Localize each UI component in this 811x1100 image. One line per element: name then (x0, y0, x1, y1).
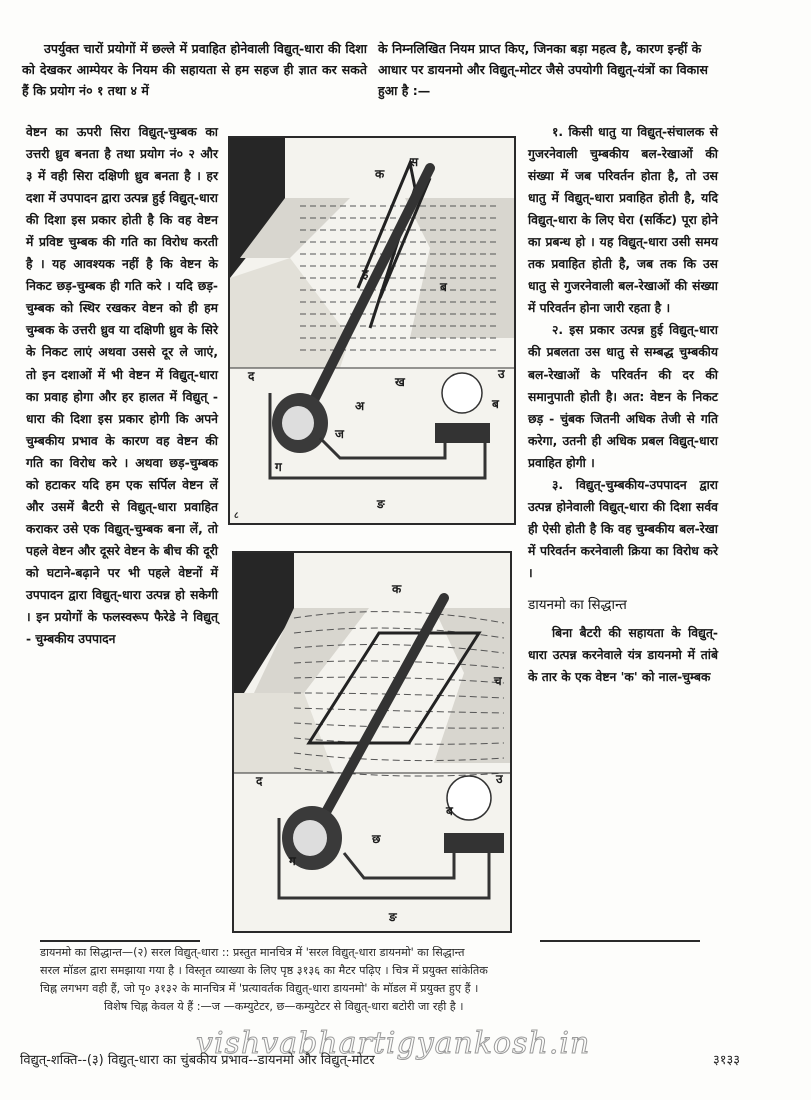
running-title: विद्युत्-शक्ति--(३) विद्युत्-धारा का चुंबकीय प्रभाव--डायनमो और विद्युत्-मोटर (20, 1053, 375, 1068)
caption-line-1: डायनमो का सिद्धान्त—(२) सरल विद्युत्-धारा :: प्रस्तुत मानचित्र में 'सरल विद्युत्-धारा डायनमो' का सिद्धान्त (40, 946, 465, 959)
bulb (447, 776, 491, 820)
bulb (442, 373, 482, 413)
label-corner: ८ (234, 511, 239, 521)
rule-3: ३. विद्युत्-चुम्बकीय-उपपादन द्वारा उत्पन्न होनेवाली विद्युत्-धारा की दिशा सर्वव ही ऐसी होती है कि वह चुम्बकीय बल-रेखा में परिवर्तन करनेवाली क्रिया का विरोध करे । (528, 477, 718, 580)
right-text-column (528, 121, 718, 688)
caption-line-4: विशेष चिह्न केवल ये हैं :—ज —कम्युटेटर, छ—कम्युटेटर से विद्युत्-धारा बटोरी जा रही है । (104, 1000, 464, 1013)
intro-right-text: के निम्नलिखित नियम प्राप्त किए, जिनका बड़ा महत्व है, कारण इन्हीं के आधार पर डायनमो और विद्युत्-मोटर जैसे उपयोगी विद्युत्-यंत्रों का विकास हुआ है :— (378, 41, 708, 98)
caption-line-2: सरल मॉडल द्वारा समझाया गया है । विस्तृत व्याख्या के लिए पृष्ठ ३१३६ का मैटर पढ़िए । चित्र में प्रयुक्त सांकेतिक (40, 964, 488, 977)
intro-paragraph-right (378, 38, 708, 101)
label-ng: ङ (377, 497, 385, 511)
rule-1: १. किसी धातु या विद्युत्-संचालक से गुजरनेवाली चुम्बकीय बल-रेखाओं की संख्या में जब परिवर्तन होता है, तो उस धातु में विद्युत्-धारा प्रवाहित होती है, यदि विद्युत्-धारा के लिए घेरा (सर्किट) पूरा होने का प्रबन्ध हो । यह विद्युत्-धारा उसी समय तक प्रवाहित होती है, जब तक कि उस धातु से गुजरनेवाली बल-रेखाओं की संख्या में परिवर्तन होना जारी रहता है । (528, 125, 718, 316)
figure-caption (40, 944, 780, 1016)
section-heading-dynamo: डायनमो का सिद्धान्त (528, 596, 627, 613)
label-u: उ (498, 367, 505, 381)
caption-rule-left (40, 940, 200, 942)
label-ba-top: ब (440, 280, 447, 294)
label-ga: ग (289, 854, 296, 868)
intro-left-text: उपर्युक्त चारों प्रयोगों में छल्ले में प्रवाहित होनेवाली विद्युत्-धारा की दिशा को देखकर आम्पेयर के नियम की सहायता से हम सहज ही ज्ञात कर सकते हैं कि प्रयोग नं० १ तथा ४ में (22, 41, 367, 98)
dynamo-paragraph: बिना बैटरी की सहायता के विद्युत्-धारा उत्पन्न करनेवाले यंत्र डायनमो में तांबे के तार के एक वेष्टन 'क' को नाल-चुम्बक (528, 626, 718, 685)
figure-2-drawing (234, 553, 510, 931)
label-da: द (256, 774, 263, 788)
page-footer (20, 1050, 790, 1068)
label-ha: ह (362, 267, 369, 281)
label-cha: छ (372, 832, 381, 846)
rule-2: २. इस प्रकार उत्पन्न हुई विद्युत्-धारा की प्रबलता उस धातु से सम्बद्ध चुम्बकीय बल-रेखाओं के परिवर्तन की दर की समानुपाती होती है। अत: वेष्टन के निकट छड़ - चुंबक जितनी अधिक तेजी से गति करेगा, उतनी ही अधिक प्रबल विद्युत्-धारा प्रवाहित होगी । (528, 323, 718, 470)
label-da: द (248, 369, 255, 383)
watermark: vishvabhartigyankosh.in (196, 1026, 591, 1061)
figure-1-drawing (230, 138, 514, 523)
left-column-paragraph: वेष्टन का ऊपरी सिरा विद्युत्-चुम्बक का उत्तरी ध्रुव बनता है तथा प्रयोग नं० २ और ३ में वही सिरा दक्षिणी ध्रुव बनता है । हर दशा में उपपादन द्वारा उत्पन्न हुई विद्युत्-धारा की दिशा इस प्रकार होती है कि वह वेष्टन में प्रविष्ट चुम्बक की गति का विरोध करती है । यह आवश्यक नहीं है कि वेष्टन के निकट छड़-चुम्बक ही गति करे । यदि छड़-चुम्बक को स्थिर रखकर वेष्टन को ही हम चुम्बक के उत्तरी ध्रुव या दक्षिणी ध्रुव के सिरे के निकट लाएं अथवा उससे दूर ले जाएं, तो इन दशाओं में भी वेष्टन में विद्युत्-धारा का प्रवाह होगा और हर हालत में विद्युत् - धारा की दिशा इस प्रकार होगी कि अपने चुम्बकीय प्रभाव के कारण वह वेष्टन की गति का विरोध करे । अथवा छड़-चुम्बक को हटाकर यदि हम एक सर्पिल वेष्टन लें और उसमें बैटरी से विद्युत्-धारा प्रवाहित कराकर उसे एक विद्युत्-चुम्बक बना लें, तो पहले वेष्टन और दूसरे वेष्टन के बीच की दूरी को घटाने-बढ़ाने पर भी पहले वेष्टनों में उपपादन द्वारा विद्युत्-धारा उत्पन्न हो सकेगी । इन प्रयोगों के फलस्वरूप फैरेडे ने विद्युत् - चुम्बकीय उपपादन (26, 125, 218, 647)
page-number: ३१३३ (712, 1053, 740, 1068)
label-ja: ज (335, 427, 344, 441)
label-bulb: ब (446, 804, 453, 818)
bulb-base (444, 833, 504, 853)
label-sa: स (410, 155, 419, 169)
caption-rule-right (540, 940, 700, 942)
label-ba-bulb: ब (492, 397, 499, 411)
intro-paragraph-left (22, 38, 367, 101)
label-kha: ख (395, 375, 405, 389)
label-ka: क (375, 167, 385, 181)
label-ng: ङ (389, 910, 397, 924)
label-ca: च (494, 674, 502, 688)
left-text-column (26, 121, 218, 650)
label-a: अ (355, 399, 365, 413)
label-ka: क (392, 582, 402, 596)
caption-line-3: चिह्न लगभग वही हैं, जो पृ० ३१३२ के मानचित्र में 'प्रत्यावर्तक विद्युत्-धारा डायनमो' के मॉडल में प्रयुक्त हुए हैं । (40, 982, 479, 995)
label-u: उ (496, 772, 503, 786)
bulb-base (435, 423, 490, 443)
figure-dc-dynamo-illustration (232, 551, 512, 933)
label-ga: ग (275, 460, 282, 474)
figure-ac-dynamo-illustration (228, 136, 516, 525)
